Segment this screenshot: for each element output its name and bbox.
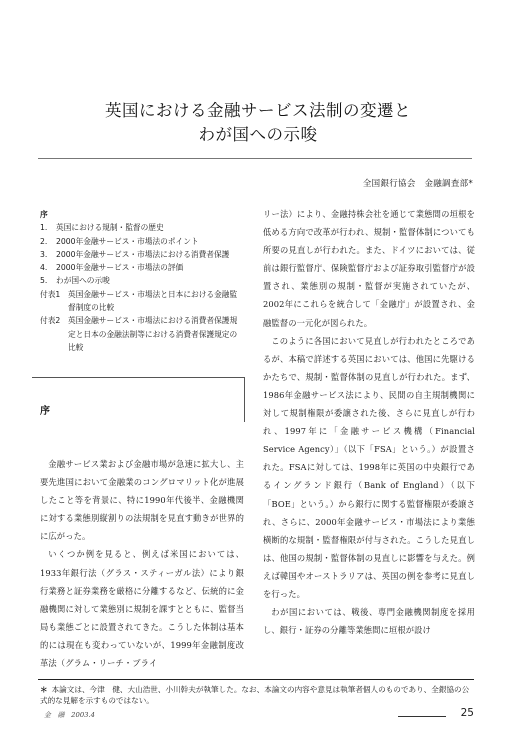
section-title: 序 bbox=[40, 406, 50, 417]
toc-item-text: わが国への示唆 bbox=[56, 276, 110, 286]
toc-item-number: 5. bbox=[40, 276, 48, 286]
section-heading-bracket bbox=[32, 377, 245, 422]
page-number: 25 bbox=[460, 707, 474, 719]
toc-item-text: 英国における規制・監督の歴史 bbox=[56, 223, 164, 233]
toc-item-number: 1. bbox=[40, 223, 48, 233]
toc-item bbox=[40, 221, 240, 234]
toc-item bbox=[40, 288, 240, 315]
body-paragraph: このように各国において見直しが行われたところであるが、本稿で詳述する英国においては、他国に先駆けるかたちで、規制・監督体制の見直しが行われた。まず、1986年金融サービス法により、民間の自主規制機関に対して規制権限が委譲された後、さらに見直しが行われ、1997年に「金融サービス機構（Financial Service Agency）」（以下「FSA」という。）が設置された。FSAに対しては、1998年に英国の中央銀行であるイングランド銀行（Bank of England）（以下「BOE」という。）から銀行に関する監督権限が委譲され、さらに、2000年金融サービス・市場法により業態横断的な規制・監督権限が付与された。こうした見直しは、他国の規制・監督体制の見直しに影響を与えた。例えば韓国やオーストラリアは、英国の例を参考に見直しを行った。 bbox=[263, 335, 475, 599]
toc-item-number: 2. bbox=[40, 236, 48, 246]
body-paragraph: わが国においては、戦後、専門金融機関制度を採用し、銀行・証券の分離等業態間に垣根が設け bbox=[263, 607, 475, 636]
journal-info: 金 融 2003.4 bbox=[44, 711, 95, 719]
body-paragraph: 金融サービス業および金融市場が急速に拡大し、主要先進国において金融業のコングロマリット化が進展したこと等を背景に、特に1990年代後半、金融機関に対する業態別縦割りの法規制を見直す動きが世界的に広がった。 bbox=[40, 459, 244, 542]
toc-item bbox=[40, 314, 240, 354]
toc-item-text: 英国金融サービス・市場法における消費者保護規定と日本の金融法制等における消費者保護規定の比較 bbox=[68, 316, 238, 352]
toc-item bbox=[40, 235, 240, 248]
toc-item bbox=[40, 274, 240, 287]
body-column-right bbox=[263, 205, 475, 639]
toc-item bbox=[40, 248, 240, 261]
author-line: 全国銀行協会 金融調査部* bbox=[362, 179, 473, 189]
toc-item-text: 2000年金融サービス・市場法のポイント bbox=[56, 236, 199, 246]
footnote-mark: ＊ bbox=[40, 685, 48, 694]
footnote-divider bbox=[38, 679, 474, 680]
table-of-contents bbox=[40, 208, 240, 354]
toc-item-text: 2000年金融サービス・市場法における消費者保護 bbox=[56, 249, 230, 259]
body-column-left bbox=[40, 455, 244, 672]
toc-item-number: 付表1 bbox=[40, 289, 61, 299]
toc-item bbox=[40, 261, 240, 274]
toc-item-number: 3. bbox=[40, 249, 48, 259]
footnote bbox=[40, 684, 472, 706]
article-title-line-2: わが国への示唆 bbox=[198, 125, 318, 144]
toc-heading: 序 bbox=[40, 210, 48, 219]
toc-item-number: 付表2 bbox=[40, 316, 61, 326]
article-title-line-1: 英国における金融サービス法制の変遷と bbox=[105, 101, 411, 120]
body-paragraph: リー法）により、金融持株会社を通じて業態間の垣根を低める方向で改革が行われ、規制・監督体制についても所要の見直しが行われた。また、ドイツにおいては、従前は銀行監督庁、保険監督庁および証券取引監督庁が設置され、業態別の規制・監督が実施されていたが、2002年にこれらを統合して「金融庁」が設置され、金融監督の一元化が図られた。 bbox=[263, 209, 475, 328]
toc-item-text: 英国金融サービス・市場法と日本における金融監督制度の比較 bbox=[68, 289, 238, 313]
toc-item-text: 2000年金融サービス・市場法の評価 bbox=[56, 263, 184, 273]
title-divider bbox=[38, 158, 472, 159]
footnote-text: 本論文は、今津 健、大山浩世、小川幹夫が執筆した。なお、本論文の内容や意見は執筆者個人のものであり、全銀協の公式的な見解を示すものではない。 bbox=[40, 685, 470, 705]
body-paragraph: いくつか例を見ると、例えば米国においては、1933年銀行法（グラス・スティーガル法）により銀行業務と証券業務を厳格に分離するなど、伝統的に金融機関に対して業態別に規制を課すとともに、監督当局も業態ごとに設置されてきた。こうした体制は基本的には現在も変わっていないが、1999年金融制度改革法（グラム・リーチ・ブライ bbox=[40, 549, 244, 669]
page-number-rule bbox=[398, 716, 446, 717]
toc-item-number: 4. bbox=[40, 263, 48, 273]
